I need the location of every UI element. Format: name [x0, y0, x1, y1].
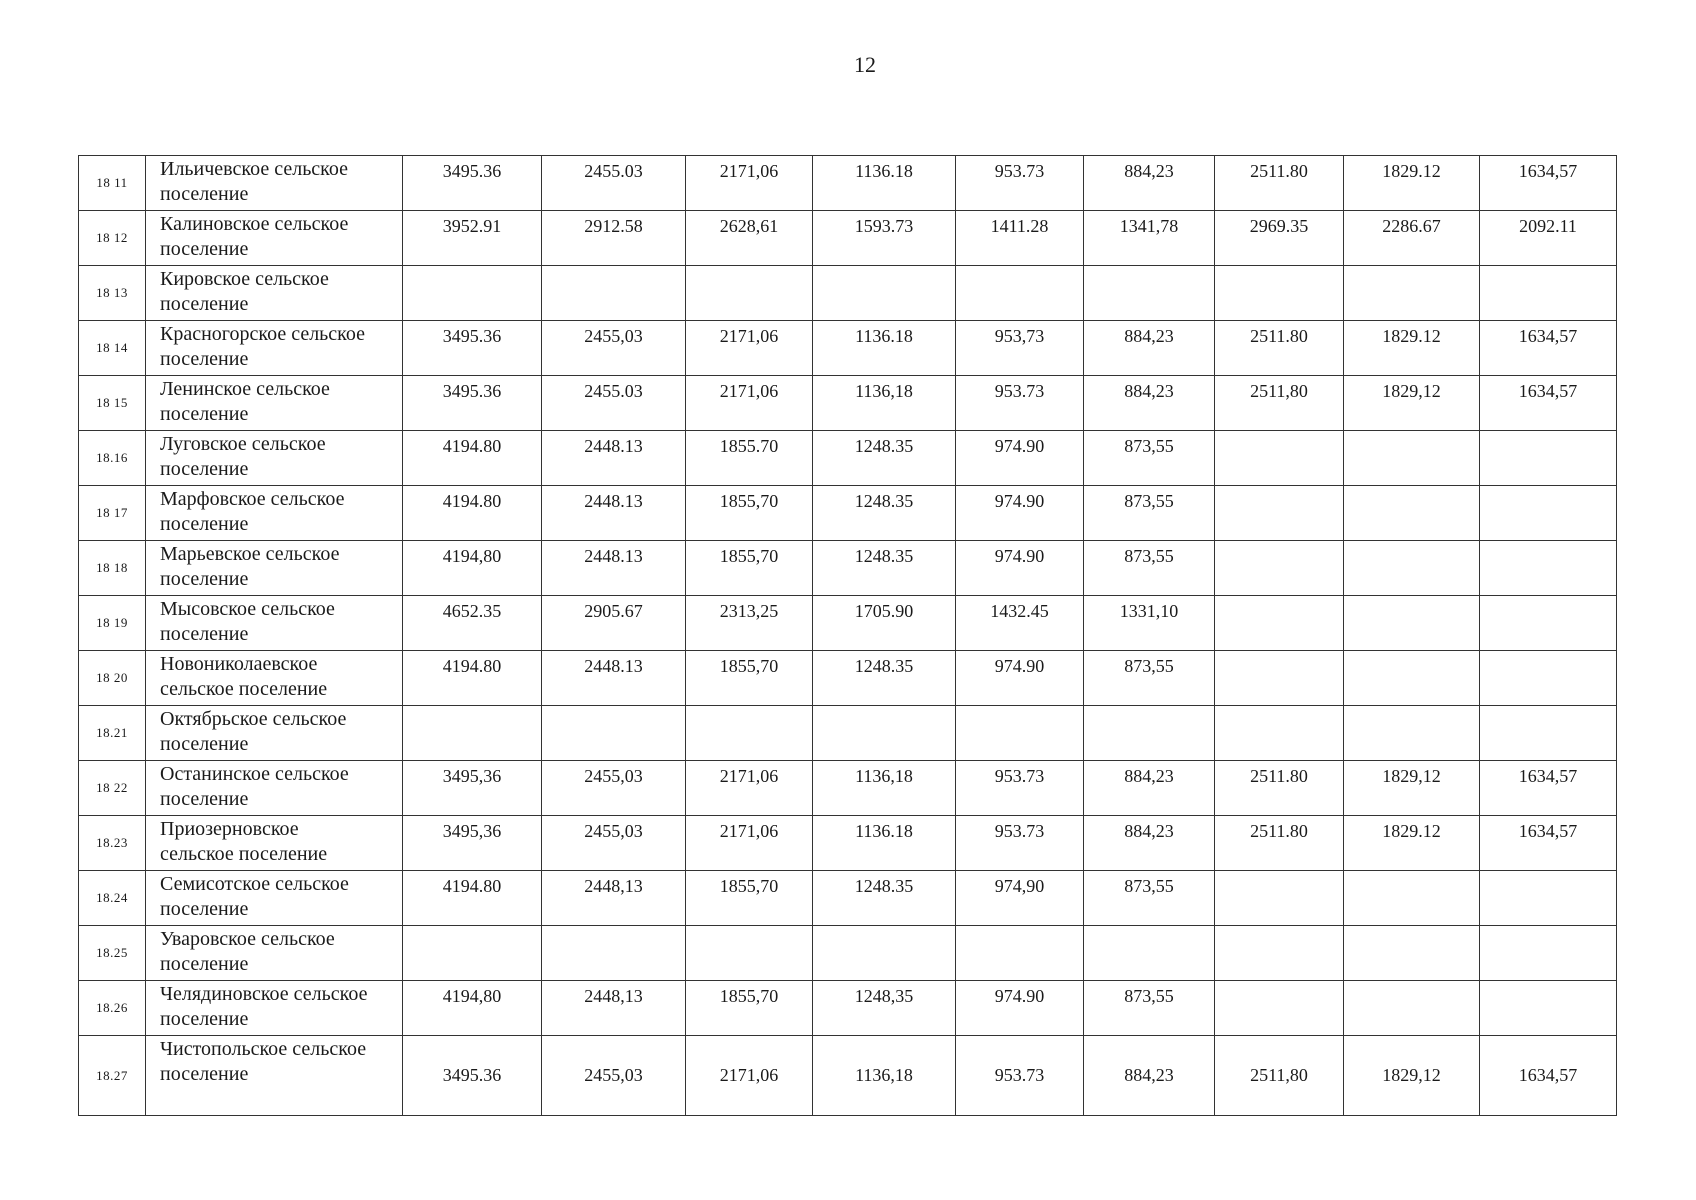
value-cell: 1411.28: [956, 211, 1084, 266]
value-cell: [1344, 651, 1480, 706]
settlement-name: [146, 871, 403, 926]
settlement-name-line2: поселение: [160, 1063, 249, 1085]
value-cell: 1829,12: [1344, 1036, 1480, 1116]
value-cell: 1634,57: [1480, 321, 1617, 376]
value-cell: 2511.80: [1215, 761, 1344, 816]
value-cell: [542, 926, 686, 981]
settlement-name: [146, 706, 403, 761]
row-code: 18 13: [79, 266, 146, 321]
value-cell: [1344, 596, 1480, 651]
value-cell: 3495.36: [403, 1036, 542, 1116]
value-cell: 2171,06: [686, 1036, 813, 1116]
value-cell: [813, 266, 956, 321]
value-cell: 1855,70: [686, 981, 813, 1036]
value-cell: 2171,06: [686, 761, 813, 816]
value-cell: [956, 266, 1084, 321]
value-cell: 2171,06: [686, 376, 813, 431]
value-cell: 2912.58: [542, 211, 686, 266]
settlement-name-line1: Семисотское сельское: [160, 873, 349, 895]
value-cell: 1331,10: [1084, 596, 1215, 651]
settlement-name-line2: сельское поселение: [160, 843, 328, 865]
settlement-name-line1: Мысовское сельское: [160, 598, 335, 620]
value-cell: [1215, 486, 1344, 541]
value-cell: 1136.18: [813, 816, 956, 871]
row-code: 18 20: [79, 651, 146, 706]
value-cell: 2455.03: [542, 156, 686, 211]
row-code: 18 22: [79, 761, 146, 816]
settlement-name: [146, 541, 403, 596]
settlement-name-line2: поселение: [160, 568, 249, 590]
value-cell: 2511.80: [1215, 816, 1344, 871]
value-cell: [1215, 651, 1344, 706]
value-cell: 2969.35: [1215, 211, 1344, 266]
value-cell: 1829.12: [1344, 816, 1480, 871]
value-cell: 873,55: [1084, 981, 1215, 1036]
value-cell: 2448.13: [542, 486, 686, 541]
value-cell: 2171,06: [686, 156, 813, 211]
value-cell: [1344, 981, 1480, 1036]
value-cell: 1634,57: [1480, 816, 1617, 871]
table-row: [79, 981, 1617, 1036]
table-row: [79, 211, 1617, 266]
value-cell: 953.73: [956, 1036, 1084, 1116]
settlement-name-line2: поселение: [160, 348, 249, 370]
value-cell: 2455,03: [542, 816, 686, 871]
value-cell: 2092.11: [1480, 211, 1617, 266]
table-row: [79, 266, 1617, 321]
settlement-name-line1: Кировское сельское: [160, 268, 329, 290]
value-cell: 1136,18: [813, 376, 956, 431]
value-cell: [1480, 541, 1617, 596]
value-cell: 974.90: [956, 651, 1084, 706]
table-row: [79, 651, 1617, 706]
settlement-name-line2: поселение: [160, 623, 249, 645]
value-cell: [813, 706, 956, 761]
value-cell: 1634,57: [1480, 1036, 1617, 1116]
value-cell: 4194,80: [403, 541, 542, 596]
value-cell: 4194.80: [403, 871, 542, 926]
value-cell: [1480, 596, 1617, 651]
settlement-name-line1: Марфовское сельское: [160, 488, 345, 510]
settlement-name-line1: Чистопольское сельское: [160, 1038, 367, 1060]
row-code: 18 17: [79, 486, 146, 541]
value-cell: 1855,70: [686, 871, 813, 926]
value-cell: 3952.91: [403, 211, 542, 266]
settlement-name-line1: Луговское сельское: [160, 433, 326, 455]
table-row: [79, 541, 1617, 596]
value-cell: 2448,13: [542, 981, 686, 1036]
settlement-name-line2: поселение: [160, 898, 249, 920]
value-cell: [1480, 981, 1617, 1036]
value-cell: [1480, 871, 1617, 926]
value-cell: 974.90: [956, 541, 1084, 596]
tariff-table: [78, 155, 1617, 1116]
value-cell: [1215, 541, 1344, 596]
settlement-name: [146, 266, 403, 321]
value-cell: 2171,06: [686, 321, 813, 376]
value-cell: 2511,80: [1215, 1036, 1344, 1116]
settlement-name-line2: поселение: [160, 238, 249, 260]
table-row: [79, 156, 1617, 211]
row-code: 18.23: [79, 816, 146, 871]
table-row: [79, 486, 1617, 541]
value-cell: 953.73: [956, 761, 1084, 816]
value-cell: [1344, 706, 1480, 761]
row-code: 18 15: [79, 376, 146, 431]
value-cell: [1084, 926, 1215, 981]
value-cell: 4194,80: [403, 981, 542, 1036]
value-cell: 1829,12: [1344, 761, 1480, 816]
value-cell: 1829,12: [1344, 376, 1480, 431]
settlement-name-line1: Останинское сельское: [160, 763, 349, 785]
row-code: 18.27: [79, 1036, 146, 1116]
value-cell: 2448,13: [542, 871, 686, 926]
row-code: 18.26: [79, 981, 146, 1036]
row-code: 18.24: [79, 871, 146, 926]
settlement-name-line1: Октябрьское сельское: [160, 708, 347, 730]
value-cell: 1634,57: [1480, 761, 1617, 816]
value-cell: 3495.36: [403, 321, 542, 376]
value-cell: [1215, 871, 1344, 926]
settlement-name: [146, 926, 403, 981]
value-cell: 2313,25: [686, 596, 813, 651]
table-row: [79, 321, 1617, 376]
value-cell: 2448.13: [542, 651, 686, 706]
value-cell: 2628,61: [686, 211, 813, 266]
value-cell: 2511,80: [1215, 376, 1344, 431]
value-cell: 884,23: [1084, 761, 1215, 816]
settlement-name-line2: поселение: [160, 513, 249, 535]
value-cell: 884,23: [1084, 816, 1215, 871]
value-cell: 1248.35: [813, 651, 956, 706]
value-cell: 2455,03: [542, 321, 686, 376]
row-code: 18 12: [79, 211, 146, 266]
settlement-name: [146, 156, 403, 211]
settlement-name: [146, 981, 403, 1036]
value-cell: 1248.35: [813, 431, 956, 486]
value-cell: [1480, 706, 1617, 761]
value-cell: 4194.80: [403, 431, 542, 486]
value-cell: [1084, 266, 1215, 321]
value-cell: [1480, 266, 1617, 321]
value-cell: [1344, 926, 1480, 981]
settlement-name: [146, 596, 403, 651]
value-cell: [1480, 486, 1617, 541]
settlement-name-line2: поселение: [160, 183, 249, 205]
value-cell: 1855,70: [686, 541, 813, 596]
value-cell: 2455.03: [542, 376, 686, 431]
value-cell: [813, 926, 956, 981]
value-cell: 873,55: [1084, 431, 1215, 486]
value-cell: 3495,36: [403, 761, 542, 816]
settlement-name-line2: поселение: [160, 458, 249, 480]
settlement-name-line2: поселение: [160, 293, 249, 315]
value-cell: 1855,70: [686, 486, 813, 541]
value-cell: [686, 706, 813, 761]
table-row: [79, 706, 1617, 761]
value-cell: 873,55: [1084, 651, 1215, 706]
settlement-name-line2: поселение: [160, 953, 249, 975]
settlement-name: [146, 211, 403, 266]
settlement-name-line1: Приозерновское: [160, 818, 299, 840]
row-code: 18.21: [79, 706, 146, 761]
value-cell: 953.73: [956, 156, 1084, 211]
settlement-name-line1: Уваровское сельское: [160, 928, 335, 950]
value-cell: 1593.73: [813, 211, 956, 266]
value-cell: 1829.12: [1344, 156, 1480, 211]
settlement-name: [146, 651, 403, 706]
settlement-name-line1: Калиновское сельское: [160, 213, 349, 235]
settlement-name-line2: сельское поселение: [160, 678, 328, 700]
value-cell: 2511.80: [1215, 321, 1344, 376]
value-cell: [1344, 266, 1480, 321]
value-cell: [403, 266, 542, 321]
value-cell: 873,55: [1084, 541, 1215, 596]
table-row: [79, 376, 1617, 431]
value-cell: 2455,03: [542, 1036, 686, 1116]
value-cell: 873,55: [1084, 486, 1215, 541]
value-cell: 1829.12: [1344, 321, 1480, 376]
value-cell: 2448.13: [542, 541, 686, 596]
value-cell: 2286.67: [1344, 211, 1480, 266]
settlement-name-line1: Челядиновское сельское: [160, 983, 368, 1005]
value-cell: [1215, 706, 1344, 761]
row-code: 18 19: [79, 596, 146, 651]
value-cell: [1215, 926, 1344, 981]
value-cell: [1344, 541, 1480, 596]
value-cell: 2511.80: [1215, 156, 1344, 211]
value-cell: 1855,70: [686, 651, 813, 706]
settlement-name-line2: поселение: [160, 1008, 249, 1030]
value-cell: 2455,03: [542, 761, 686, 816]
row-code: 18 11: [79, 156, 146, 211]
value-cell: 1248.35: [813, 541, 956, 596]
table-row: [79, 816, 1617, 871]
value-cell: 974.90: [956, 981, 1084, 1036]
value-cell: 1248,35: [813, 981, 956, 1036]
settlement-name-line1: Марьевское сельское: [160, 543, 340, 565]
row-code: 18 14: [79, 321, 146, 376]
table-row: [79, 1036, 1617, 1116]
value-cell: 4652.35: [403, 596, 542, 651]
value-cell: [403, 706, 542, 761]
value-cell: 1136,18: [813, 1036, 956, 1116]
value-cell: 873,55: [1084, 871, 1215, 926]
row-code: 18.16: [79, 431, 146, 486]
value-cell: 1634,57: [1480, 156, 1617, 211]
value-cell: 884,23: [1084, 376, 1215, 431]
value-cell: 884,23: [1084, 156, 1215, 211]
table-row: [79, 871, 1617, 926]
table-body: [79, 156, 1617, 1116]
value-cell: [1215, 266, 1344, 321]
value-cell: [686, 926, 813, 981]
value-cell: [956, 706, 1084, 761]
settlement-name-line1: Красногорское сельское: [160, 323, 365, 345]
value-cell: [1480, 926, 1617, 981]
settlement-name-line1: Новониколаевское: [160, 653, 318, 675]
value-cell: 974.90: [956, 431, 1084, 486]
value-cell: [1344, 431, 1480, 486]
settlement-name: [146, 1036, 403, 1116]
value-cell: [403, 926, 542, 981]
value-cell: [1215, 596, 1344, 651]
value-cell: 2905.67: [542, 596, 686, 651]
value-cell: 4194.80: [403, 486, 542, 541]
table-row: [79, 761, 1617, 816]
value-cell: [1215, 431, 1344, 486]
value-cell: [956, 926, 1084, 981]
value-cell: 974.90: [956, 486, 1084, 541]
settlement-name-line1: Ильичевское сельское: [160, 158, 349, 180]
settlement-name: [146, 376, 403, 431]
value-cell: 1855.70: [686, 431, 813, 486]
settlement-name-line2: поселение: [160, 733, 249, 755]
value-cell: 1136,18: [813, 761, 956, 816]
settlement-name-line2: поселение: [160, 403, 249, 425]
table-row: [79, 431, 1617, 486]
value-cell: 2448.13: [542, 431, 686, 486]
value-cell: 884,23: [1084, 1036, 1215, 1116]
row-code: 18.25: [79, 926, 146, 981]
value-cell: 953.73: [956, 376, 1084, 431]
value-cell: 3495.36: [403, 376, 542, 431]
value-cell: 1705.90: [813, 596, 956, 651]
value-cell: 974,90: [956, 871, 1084, 926]
value-cell: 953,73: [956, 321, 1084, 376]
settlement-name-line1: Ленинское сельское: [160, 378, 330, 400]
value-cell: 1136.18: [813, 321, 956, 376]
settlement-name: [146, 761, 403, 816]
value-cell: 1248.35: [813, 871, 956, 926]
settlement-name: [146, 321, 403, 376]
table-row: [79, 596, 1617, 651]
value-cell: [1480, 431, 1617, 486]
settlement-name: [146, 816, 403, 871]
value-cell: 4194.80: [403, 651, 542, 706]
row-code: 18 18: [79, 541, 146, 596]
value-cell: 1248.35: [813, 486, 956, 541]
value-cell: 1136.18: [813, 156, 956, 211]
value-cell: [1480, 651, 1617, 706]
table-row: [79, 926, 1617, 981]
settlement-name: [146, 431, 403, 486]
value-cell: 884,23: [1084, 321, 1215, 376]
settlement-name-line2: поселение: [160, 788, 249, 810]
page-number: 12: [854, 52, 876, 77]
value-cell: [1215, 981, 1344, 1036]
value-cell: 3495.36: [403, 156, 542, 211]
value-cell: 953.73: [956, 816, 1084, 871]
value-cell: [1344, 486, 1480, 541]
value-cell: 1634,57: [1480, 376, 1617, 431]
value-cell: 2171,06: [686, 816, 813, 871]
value-cell: [1344, 871, 1480, 926]
value-cell: 1341,78: [1084, 211, 1215, 266]
value-cell: [1084, 706, 1215, 761]
value-cell: [686, 266, 813, 321]
value-cell: 1432.45: [956, 596, 1084, 651]
value-cell: [542, 266, 686, 321]
value-cell: [542, 706, 686, 761]
value-cell: 3495,36: [403, 816, 542, 871]
settlement-name: [146, 486, 403, 541]
